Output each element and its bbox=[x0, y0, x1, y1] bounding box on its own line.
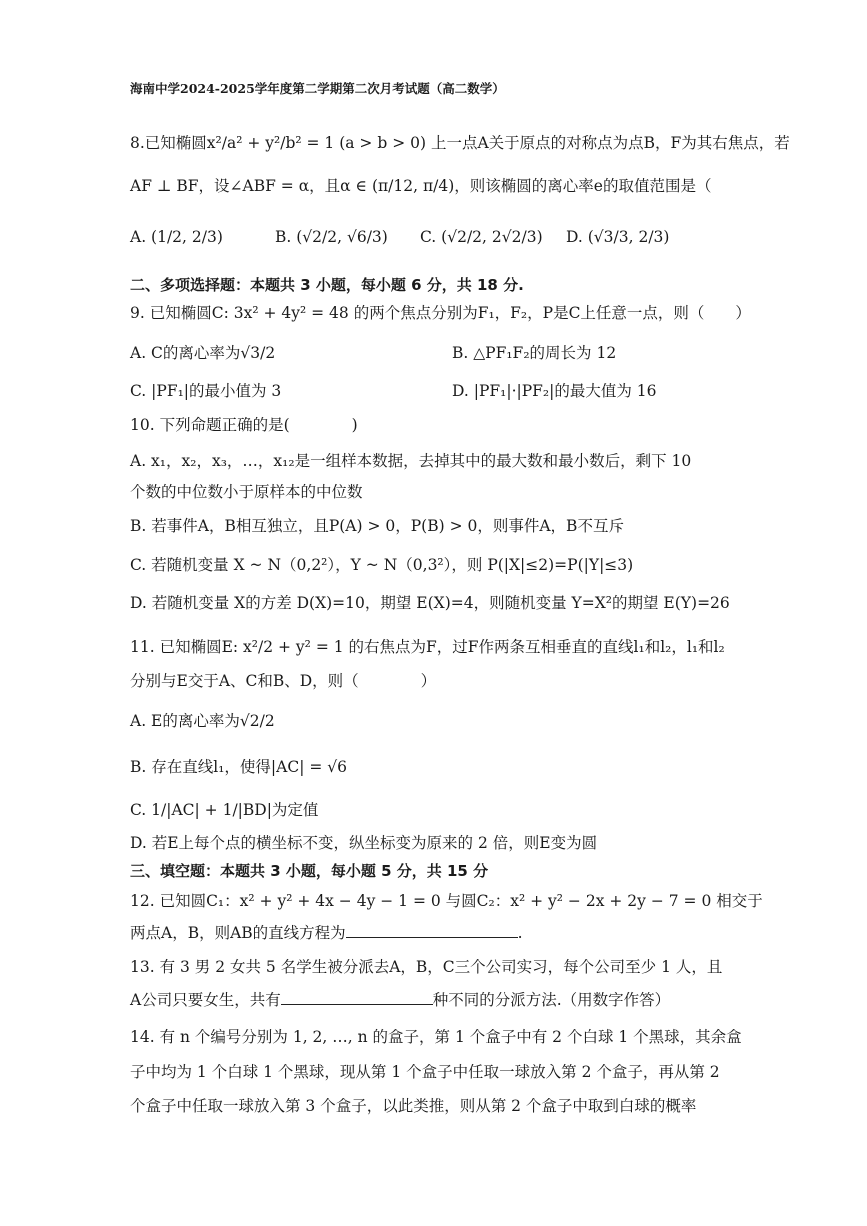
q8-line2: AF ⊥ BF，设∠ABF = α，且α ∈ (π/12, π/4)，则该椭圆的离心率e的取值范围是（ bbox=[130, 177, 712, 195]
q14-line1: 14. 有 n 个编号分别为 1, 2, …, n 的盒子，第 1 个盒子中有 2 个白球 1 个黑球，其余盒 bbox=[130, 1028, 742, 1046]
q14-line3: 个盒子中任取一球放入第 3 个盒子，以此类推，则从第 2 个盒子中取到白球的概率 bbox=[130, 1097, 697, 1115]
q10-option-a-line2: 个数的中位数小于原样本的中位数 bbox=[130, 483, 363, 501]
q13-line2 bbox=[130, 988, 670, 1011]
q10-option-c: C. 若随机变量 X ~ N（0,2²），Y ~ N（0,3²），则 P(|X|≤2)=P(|Y|≤3) bbox=[130, 556, 634, 574]
q9-stem: 9. 已知椭圆C: 3x² + 4y² = 48 的两个焦点分别为F₁，F₂，P是C上任意一点，则（ ） bbox=[130, 304, 751, 322]
exam-header: 海南中学2024-2025学年度第二学期第二次月考试题（高二数学） bbox=[130, 81, 505, 96]
q8-option-b: B. (√2/2, √6/3) bbox=[275, 228, 388, 246]
q13-line2-text: A公司只要女生，共有 bbox=[130, 991, 281, 1009]
q10-option-b: B. 若事件A，B相互独立，且P(A) > 0，P(B) > 0，则事件A，B不互斥 bbox=[130, 517, 624, 535]
q8-option-a: A. (1/2, 2/3) bbox=[130, 228, 223, 246]
q11-stem-line2: 分别与E交于A、C和B、D，则（ ） bbox=[130, 672, 437, 690]
q8-line1: 8.已知椭圆x²/a² + y²/b² = 1 (a > b > 0) 上一点A关于原点的对称点为点B，F为其右焦点，若 bbox=[130, 134, 790, 152]
q14-line2: 子中均为 1 个白球 1 个黑球，现从第 1 个盒子中任取一球放入第 2 个盒子，再从第 2 bbox=[130, 1063, 720, 1081]
q13-answer-blank bbox=[281, 988, 433, 1005]
q11-option-b: B. 存在直线l₁，使得|AC| = √6 bbox=[130, 758, 347, 776]
q9-option-b: B. △PF₁F₂的周长为 12 bbox=[452, 344, 617, 362]
q12-answer-blank bbox=[346, 921, 518, 938]
q11-option-a: A. E的离心率为√2/2 bbox=[130, 712, 275, 730]
q10-stem: 10. 下列命题正确的是( ) bbox=[130, 416, 358, 434]
q13-line1: 13. 有 3 男 2 女共 5 名学生被分派去A，B，C三个公司实习，每个公司至少 1 人，且 bbox=[130, 958, 723, 976]
q12-line2-end: . bbox=[517, 924, 523, 942]
q10-option-a-line1: A. x₁，x₂，x₃，…，x₁₂是一组样本数据，去掉其中的最大数和最小数后，剩下 10 bbox=[130, 452, 692, 470]
q11-option-c: C. 1/|AC| + 1/|BD|为定值 bbox=[130, 801, 319, 819]
q9-option-d: D. |PF₁|·|PF₂|的最大值为 16 bbox=[452, 382, 657, 400]
q9-option-c: C. |PF₁|的最小值为 3 bbox=[130, 382, 282, 400]
section-multiple-choice-heading: 二、多项选择题：本题共 3 小题，每小题 6 分，共 18 分. bbox=[130, 276, 524, 294]
q12-line2 bbox=[130, 921, 523, 944]
q13-line2-end: 种不同的分派方法.（用数字作答） bbox=[432, 991, 671, 1009]
q11-option-d: D. 若E上每个点的横坐标不变，纵坐标变为原来的 2 倍，则E变为圆 bbox=[130, 834, 598, 852]
q9-option-a: A. C的离心率为√3/2 bbox=[130, 344, 276, 362]
q12-line2-text: 两点A，B，则AB的直线方程为 bbox=[130, 924, 346, 942]
q11-stem-line1: 11. 已知椭圆E: x²/2 + y² = 1 的右焦点为F，过F作两条互相垂直的直线l₁和l₂，l₁和l₂ bbox=[130, 638, 725, 656]
q8-option-d: D. (√3/3, 2/3) bbox=[566, 228, 670, 246]
q8-option-c: C. (√2/2, 2√2/3) bbox=[420, 228, 543, 246]
section-fill-in-heading: 三、填空题：本题共 3 小题，每小题 5 分，共 15 分 bbox=[130, 862, 489, 880]
q10-option-d: D. 若随机变量 X的方差 D(X)=10，期望 E(X)=4，则随机变量 Y=X²的期望 E(Y)=26 bbox=[130, 594, 730, 612]
q12-line1: 12. 已知圆C₁：x² + y² + 4x − 4y − 1 = 0 与圆C₂：x² + y² − 2x + 2y − 7 = 0 相交于 bbox=[130, 892, 763, 910]
